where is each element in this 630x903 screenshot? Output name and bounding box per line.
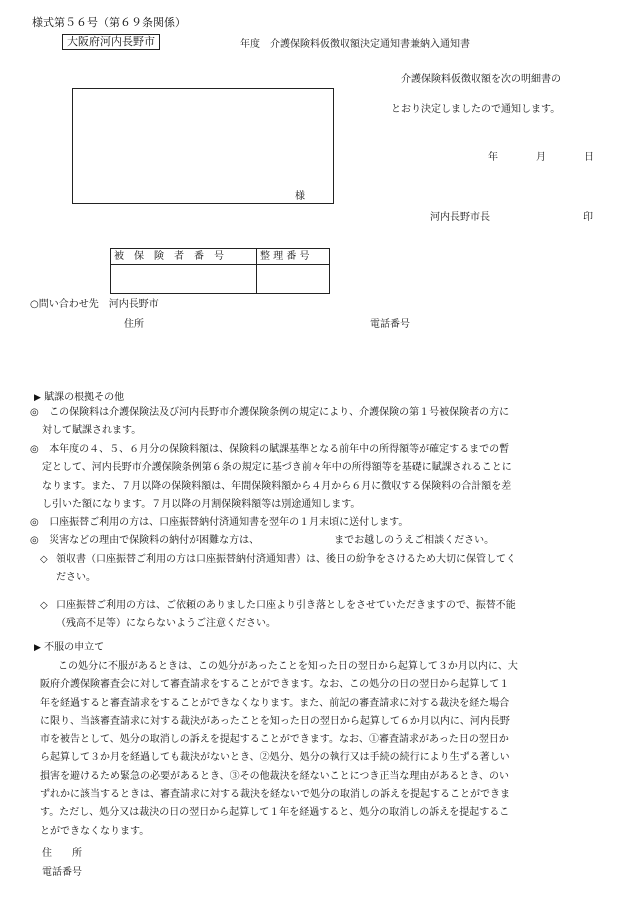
seal-mark: 印: [583, 212, 593, 223]
date-month: 月: [536, 152, 546, 163]
insured-number-cell: [111, 265, 257, 294]
basis-item-4: ◎ 災害などの理由で保険料の納付が困難な方は、 までお越しのうえご相談ください。: [30, 532, 600, 550]
appeal-paragraph: この処分に不服があるときは、この処分があったことを知った日の翌日から起算して３か月以内に、大 阪府介護保険審査会に対して審査請求をすることができます。なお、この処分の日の翌日から起算して１ 年を経過すると審査請求をすることができなくなります。また、前記の審査請求に対する裁決を経た場合 に限り、当該審査請求に対する裁決があったことを知った日の翌日から起算して６か月以内に、河内長野 市を被告として、処分の取消しの訴えを提起することができます。なお、①審査請求があった日の翌日か ら起算して３か月を経過しても裁決がないとき、②処分、処分の執行又は手続の続行により生ずる著しい 損害を避けるため緊急の必要があるとき、③その他裁決を経ないことにつき正当な理由があるとき、のい ずれかに該当するときは、審査請求に対する裁決を経ないで処分の取消しの訴えを提起することができま す。ただし、処分又は裁決の日の翌日から起算して１年を経過すると、処分の取消しの訴えを提起するこ とができなくなります。: [40, 661, 518, 837]
date-day: 日: [584, 152, 594, 163]
contact-address-label: 住所: [124, 319, 144, 330]
section-basis-title: 賦課の根拠その他: [44, 392, 125, 403]
triangle-bullet-icon: ▶: [34, 643, 41, 653]
diamond-bullet-icon: ◇: [40, 554, 48, 565]
recipient-honorific: 様: [295, 191, 305, 202]
appeal-address-label: 住 所: [42, 848, 82, 859]
document-title: 年度 介護保険料仮徴収額決定通知書兼納入通知書: [240, 39, 470, 50]
diamond-bullet-icon: ◇: [40, 600, 48, 611]
contact-label: ○問い合わせ先 河内長野市: [30, 299, 159, 310]
form-number: 様式第５６号（第６９条関係）: [32, 16, 186, 29]
insured-number-table: [110, 248, 330, 294]
double-circle-icon: ◎: [30, 517, 39, 528]
management-number-header: 整 理 番 号: [257, 249, 330, 265]
management-number-cell: [257, 265, 330, 294]
notice-line-1: 介護保険料仮徴収額を次の明細書の: [401, 74, 561, 85]
recipient-address-box: [72, 88, 334, 204]
basis-item-3: ◎ 口座振替ご利用の方は、口座振替納付済通知書を翌年の１月末頃に送付します。: [30, 514, 600, 532]
triangle-bullet-icon: ▶: [34, 393, 41, 403]
date-year: 年: [488, 152, 498, 163]
double-circle-icon: ◎: [30, 535, 39, 546]
city-box: 大阪府河内長野市: [62, 34, 160, 50]
section-basis-heading: [34, 391, 124, 405]
basis-item-2: ◎ 本年度の４、５、６月分の保険料額は、保険料の賦課基準となる前年中の所得額等が確定するまでの暫 定として、河内長野市介護保険条例第６条の規定に基づき前々年中の所得額等を基礎に賦課されることに なります。また、７月以降の保険料額は、年間保険料額から４月から６月に徴収する保険料の合計額を差 し引いた額になります。７月以降の月割保険料額等は別途通知します。: [30, 441, 600, 514]
section-appeal-heading: [34, 641, 104, 655]
mayor-name: 河内長野市長: [430, 212, 490, 223]
section-appeal-title: 不服の申立て: [44, 642, 105, 653]
double-circle-icon: ◎: [30, 407, 39, 418]
basis-item-6: ◇ 口座振替ご利用の方は、ご依頼のありました口座より引き落としをさせていただきますので、振替不能 （残高不足等）にならないようご注意ください。: [40, 597, 600, 634]
double-circle-icon: ◎: [30, 444, 39, 455]
notice-line-2: とおり決定しましたので通知します。: [391, 104, 561, 115]
insured-number-header: 被 保 険 者 番 号: [111, 249, 257, 265]
appeal-phone-label: 電話番号: [42, 867, 82, 878]
basis-item-5: ◇ 領収書（口座振替ご利用の方は口座振替納付済通知書）は、後日の紛争をさけるため大切に保管してく ださい。: [40, 551, 600, 588]
basis-item-1: ◎ この保険料は介護保険法及び河内長野市介護保険条例の規定により、介護保険の第１号被保険者の方に 対して賦課されます。: [30, 404, 600, 441]
contact-phone-label: 電話番号: [370, 319, 410, 330]
